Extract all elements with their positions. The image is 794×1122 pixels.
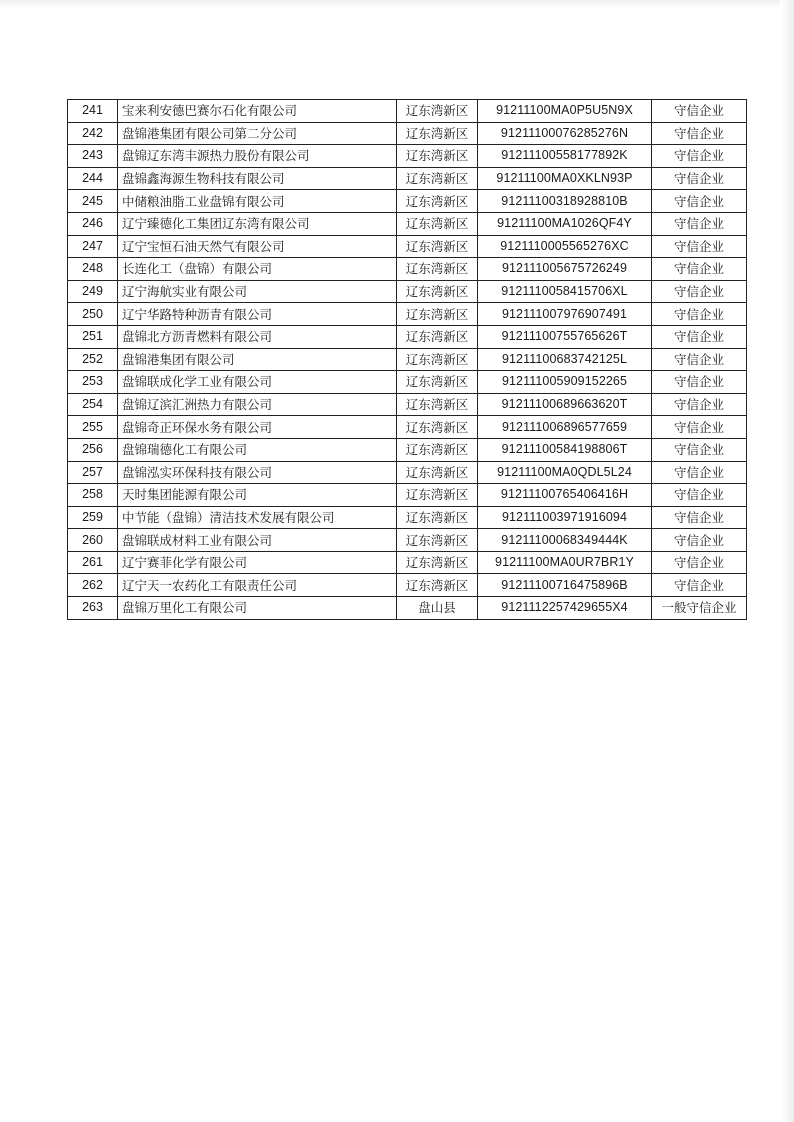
company-name-cell: 盘锦奇正环保水务有限公司 (118, 416, 397, 439)
district-cell: 辽东湾新区 (397, 529, 478, 552)
table-row (68, 461, 747, 484)
table-row (68, 167, 747, 190)
company-name-cell: 盘锦辽东湾丰源热力股份有限公司 (118, 145, 397, 168)
credit-rating-cell: 守信企业 (652, 280, 747, 303)
district-cell: 辽东湾新区 (397, 122, 478, 145)
district-cell: 辽东湾新区 (397, 167, 478, 190)
district-cell: 辽东湾新区 (397, 438, 478, 461)
credit-code-cell: 91211100716475896B (478, 574, 652, 597)
row-number-cell: 244 (68, 167, 118, 190)
table-row (68, 438, 747, 461)
row-number-cell: 257 (68, 461, 118, 484)
credit-rating-cell: 守信企业 (652, 551, 747, 574)
district-cell: 辽东湾新区 (397, 212, 478, 235)
credit-rating-cell: 守信企业 (652, 325, 747, 348)
district-cell: 辽东湾新区 (397, 551, 478, 574)
credit-code-cell: 91211100MA0UR7BR1Y (478, 551, 652, 574)
district-cell: 辽东湾新区 (397, 145, 478, 168)
row-number-cell: 249 (68, 280, 118, 303)
credit-rating-cell: 守信企业 (652, 438, 747, 461)
credit-rating-cell: 守信企业 (652, 416, 747, 439)
district-cell: 辽东湾新区 (397, 371, 478, 394)
company-name-cell: 盘锦鑫海源生物科技有限公司 (118, 167, 397, 190)
credit-rating-cell: 守信企业 (652, 506, 747, 529)
district-cell: 辽东湾新区 (397, 574, 478, 597)
credit-rating-cell: 一般守信企业 (652, 597, 747, 620)
credit-rating-cell: 守信企业 (652, 212, 747, 235)
credit-rating-cell: 守信企业 (652, 167, 747, 190)
district-cell: 辽东湾新区 (397, 303, 478, 326)
credit-code-cell: 91211100068349444K (478, 529, 652, 552)
row-number-cell: 256 (68, 438, 118, 461)
company-name-cell: 天时集团能源有限公司 (118, 484, 397, 507)
table-row (68, 145, 747, 168)
credit-code-cell: 9121110005565276XC (478, 235, 652, 258)
company-name-cell: 盘锦泓实环保科技有限公司 (118, 461, 397, 484)
table-row (68, 348, 747, 371)
credit-code-cell: 91211100683742125L (478, 348, 652, 371)
credit-code-cell: 912111005675726249 (478, 258, 652, 281)
credit-code-cell: 91211100MA1026QF4Y (478, 212, 652, 235)
company-name-cell: 盘锦港集团有限公司 (118, 348, 397, 371)
row-number-cell: 251 (68, 325, 118, 348)
district-cell: 辽东湾新区 (397, 393, 478, 416)
credit-code-cell: 91211100755765626T (478, 325, 652, 348)
table-row (68, 506, 747, 529)
row-number-cell: 260 (68, 529, 118, 552)
credit-code-cell: 91211100318928810B (478, 190, 652, 213)
table-row (68, 122, 747, 145)
company-name-cell: 盘锦北方沥青燃料有限公司 (118, 325, 397, 348)
district-cell: 辽东湾新区 (397, 258, 478, 281)
credit-code-cell: 9121110058415706XL (478, 280, 652, 303)
credit-code-cell: 91211100689663620T (478, 393, 652, 416)
credit-rating-cell: 守信企业 (652, 348, 747, 371)
company-name-cell: 辽宁宝恒石油天然气有限公司 (118, 235, 397, 258)
table-row (68, 303, 747, 326)
credit-rating-cell: 守信企业 (652, 461, 747, 484)
row-number-cell: 255 (68, 416, 118, 439)
company-name-cell: 盘锦联成材料工业有限公司 (118, 529, 397, 552)
table-row (68, 484, 747, 507)
company-name-cell: 辽宁臻德化工集团辽东湾有限公司 (118, 212, 397, 235)
table-row (68, 393, 747, 416)
credit-code-cell: 91211100MA0QDL5L24 (478, 461, 652, 484)
row-number-cell: 259 (68, 506, 118, 529)
credit-code-cell: 91211100584198806T (478, 438, 652, 461)
row-number-cell: 261 (68, 551, 118, 574)
table-row (68, 258, 747, 281)
row-number-cell: 243 (68, 145, 118, 168)
row-number-cell: 254 (68, 393, 118, 416)
credit-code-cell: 912111007976907491 (478, 303, 652, 326)
credit-code-cell: 91211100MA0XKLN93P (478, 167, 652, 190)
district-cell: 辽东湾新区 (397, 506, 478, 529)
credit-rating-cell: 守信企业 (652, 529, 747, 552)
credit-code-cell: 91211100558177892K (478, 145, 652, 168)
company-name-cell: 中储粮油脂工业盘锦有限公司 (118, 190, 397, 213)
company-name-cell: 中节能（盘锦）清洁技术发展有限公司 (118, 506, 397, 529)
credit-code-cell: 91211100076285276N (478, 122, 652, 145)
table-row (68, 371, 747, 394)
table-row (68, 574, 747, 597)
district-cell: 辽东湾新区 (397, 280, 478, 303)
company-name-cell: 盘锦港集团有限公司第二分公司 (118, 122, 397, 145)
table-row (68, 325, 747, 348)
credit-rating-cell: 守信企业 (652, 484, 747, 507)
enterprise-credit-table (67, 99, 747, 620)
credit-rating-cell: 守信企业 (652, 122, 747, 145)
district-cell: 盘山县 (397, 597, 478, 620)
credit-rating-cell: 守信企业 (652, 145, 747, 168)
company-name-cell: 辽宁天一农药化工有限责任公司 (118, 574, 397, 597)
credit-rating-cell: 守信企业 (652, 235, 747, 258)
table-row (68, 212, 747, 235)
credit-rating-cell: 守信企业 (652, 574, 747, 597)
scan-shadow-right (780, 0, 794, 1122)
company-name-cell: 辽宁海航实业有限公司 (118, 280, 397, 303)
credit-code-cell: 912111006896577659 (478, 416, 652, 439)
table-row (68, 235, 747, 258)
row-number-cell: 248 (68, 258, 118, 281)
district-cell: 辽东湾新区 (397, 416, 478, 439)
credit-code-cell: 9121112257429655X4 (478, 597, 652, 620)
credit-code-cell: 91211100MA0P5U5N9X (478, 100, 652, 123)
table-row (68, 190, 747, 213)
credit-code-cell: 912111005909152265 (478, 371, 652, 394)
credit-rating-cell: 守信企业 (652, 100, 747, 123)
district-cell: 辽东湾新区 (397, 484, 478, 507)
credit-rating-cell: 守信企业 (652, 190, 747, 213)
district-cell: 辽东湾新区 (397, 100, 478, 123)
row-number-cell: 247 (68, 235, 118, 258)
row-number-cell: 252 (68, 348, 118, 371)
row-number-cell: 245 (68, 190, 118, 213)
credit-code-cell: 91211100765406416H (478, 484, 652, 507)
district-cell: 辽东湾新区 (397, 461, 478, 484)
district-cell: 辽东湾新区 (397, 235, 478, 258)
company-name-cell: 辽宁华路特种沥青有限公司 (118, 303, 397, 326)
company-name-cell: 宝来利安德巴赛尔石化有限公司 (118, 100, 397, 123)
row-number-cell: 263 (68, 597, 118, 620)
company-name-cell: 长连化工（盘锦）有限公司 (118, 258, 397, 281)
credit-code-cell: 912111003971916094 (478, 506, 652, 529)
district-cell: 辽东湾新区 (397, 325, 478, 348)
table-row (68, 416, 747, 439)
table-row (68, 100, 747, 123)
table-row (68, 551, 747, 574)
table-body (68, 100, 747, 620)
company-name-cell: 盘锦联成化学工业有限公司 (118, 371, 397, 394)
company-name-cell: 盘锦辽滨汇洲热力有限公司 (118, 393, 397, 416)
credit-rating-cell: 守信企业 (652, 258, 747, 281)
credit-rating-cell: 守信企业 (652, 371, 747, 394)
row-number-cell: 258 (68, 484, 118, 507)
row-number-cell: 242 (68, 122, 118, 145)
company-name-cell: 盘锦瑞德化工有限公司 (118, 438, 397, 461)
row-number-cell: 262 (68, 574, 118, 597)
district-cell: 辽东湾新区 (397, 190, 478, 213)
row-number-cell: 241 (68, 100, 118, 123)
company-name-cell: 盘锦万里化工有限公司 (118, 597, 397, 620)
row-number-cell: 253 (68, 371, 118, 394)
credit-rating-cell: 守信企业 (652, 303, 747, 326)
row-number-cell: 250 (68, 303, 118, 326)
credit-rating-cell: 守信企业 (652, 393, 747, 416)
district-cell: 辽东湾新区 (397, 348, 478, 371)
scan-shadow-top (0, 0, 794, 8)
table-row (68, 529, 747, 552)
table-row (68, 280, 747, 303)
company-name-cell: 辽宁赛菲化学有限公司 (118, 551, 397, 574)
table-row (68, 597, 747, 620)
row-number-cell: 246 (68, 212, 118, 235)
